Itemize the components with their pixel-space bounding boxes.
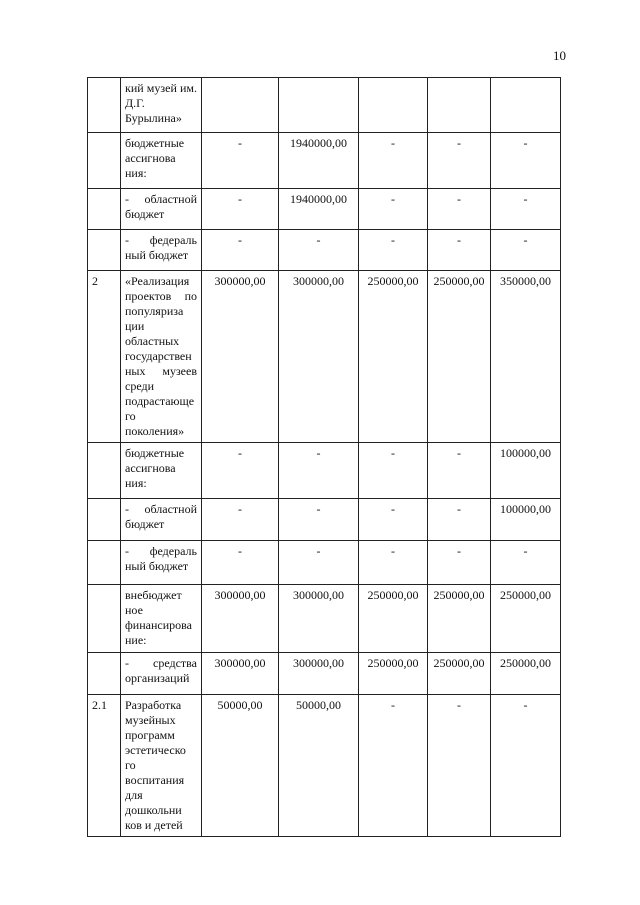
row-number-cell: 2 (88, 271, 121, 443)
amount-cell: 250000,00 (359, 271, 428, 443)
row-number-cell (88, 499, 121, 541)
table-row (88, 653, 561, 695)
amount-cell: 300000,00 (279, 585, 359, 653)
table-row (88, 695, 561, 837)
amount-cell: - (491, 133, 561, 189)
amount-cell: 250000,00 (428, 653, 491, 695)
table-row (88, 541, 561, 585)
description-cell: бюджетные ассигнова ния: (121, 443, 202, 499)
amount-cell: - (202, 189, 279, 230)
amount-cell: - (359, 695, 428, 837)
row-number-cell (88, 230, 121, 271)
row-number-cell (88, 78, 121, 133)
amount-cell: - (279, 499, 359, 541)
amount-cell: 300000,00 (279, 653, 359, 695)
table-row (88, 443, 561, 499)
row-number-cell (88, 541, 121, 585)
table-row (88, 189, 561, 230)
amount-cell: - (202, 133, 279, 189)
amount-cell: 100000,00 (491, 499, 561, 541)
amount-cell: 1940000,00 (279, 189, 359, 230)
page-number: 10 (553, 48, 566, 63)
amount-cell: 300000,00 (279, 271, 359, 443)
amount-cell: - (428, 443, 491, 499)
amount-cell: 250000,00 (359, 653, 428, 695)
amount-cell: 250000,00 (491, 653, 561, 695)
amount-cell: - (359, 230, 428, 271)
row-number-cell (88, 133, 121, 189)
amount-cell: 250000,00 (428, 271, 491, 443)
amount-cell: 100000,00 (491, 443, 561, 499)
row-number-cell (88, 653, 121, 695)
amount-cell: - (359, 133, 428, 189)
amount-cell: - (202, 499, 279, 541)
amount-cell: - (491, 189, 561, 230)
description-cell: - федераль ный бюджет (121, 230, 202, 271)
amount-cell: 250000,00 (359, 585, 428, 653)
row-number-cell (88, 443, 121, 499)
amount-cell: - (359, 541, 428, 585)
description-cell: кий музей им. Д.Г. Бурылина» (121, 78, 202, 133)
row-number-cell (88, 189, 121, 230)
amount-cell: - (202, 541, 279, 585)
amount-cell: - (279, 230, 359, 271)
table-row (88, 78, 561, 133)
amount-cell: - (428, 695, 491, 837)
amount-cell: - (491, 230, 561, 271)
description-cell: «Реализация проектов по популяриза ции областных государствен ных музеев среди подрастающе го поколения» (121, 271, 202, 443)
amount-cell: 250000,00 (428, 585, 491, 653)
amount-cell (202, 78, 279, 133)
table-row (88, 499, 561, 541)
row-number-cell (88, 585, 121, 653)
description-cell: внебюджет ное финансирова ние: (121, 585, 202, 653)
amount-cell: - (279, 443, 359, 499)
table-row (88, 585, 561, 653)
amount-cell (428, 78, 491, 133)
amount-cell: - (428, 499, 491, 541)
description-cell: - средства организаций (121, 653, 202, 695)
amount-cell: - (428, 541, 491, 585)
amount-cell (359, 78, 428, 133)
table-row (88, 133, 561, 189)
budget-table (87, 77, 561, 837)
description-cell: бюджетные ассигнова ния: (121, 133, 202, 189)
description-cell: - областной бюджет (121, 499, 202, 541)
amount-cell: - (491, 541, 561, 585)
table-row (88, 271, 561, 443)
amount-cell: 50000,00 (202, 695, 279, 837)
amount-cell: - (359, 499, 428, 541)
amount-cell: 1940000,00 (279, 133, 359, 189)
amount-cell (279, 78, 359, 133)
amount-cell: 250000,00 (491, 585, 561, 653)
amount-cell: 300000,00 (202, 585, 279, 653)
amount-cell: 300000,00 (202, 653, 279, 695)
amount-cell: - (279, 541, 359, 585)
amount-cell: - (202, 230, 279, 271)
description-cell: - областной бюджет (121, 189, 202, 230)
amount-cell: 50000,00 (279, 695, 359, 837)
description-cell: Разработка музейных программ эстетическо го воспитания для дошкольни ков и детей (121, 695, 202, 837)
table-row (88, 230, 561, 271)
amount-cell: - (359, 443, 428, 499)
amount-cell: - (428, 189, 491, 230)
amount-cell: 350000,00 (491, 271, 561, 443)
row-number-cell: 2.1 (88, 695, 121, 837)
amount-cell: - (428, 230, 491, 271)
amount-cell: - (359, 189, 428, 230)
amount-cell: 300000,00 (202, 271, 279, 443)
amount-cell: - (491, 695, 561, 837)
amount-cell (491, 78, 561, 133)
description-cell: - федераль ный бюджет (121, 541, 202, 585)
amount-cell: - (202, 443, 279, 499)
amount-cell: - (428, 133, 491, 189)
